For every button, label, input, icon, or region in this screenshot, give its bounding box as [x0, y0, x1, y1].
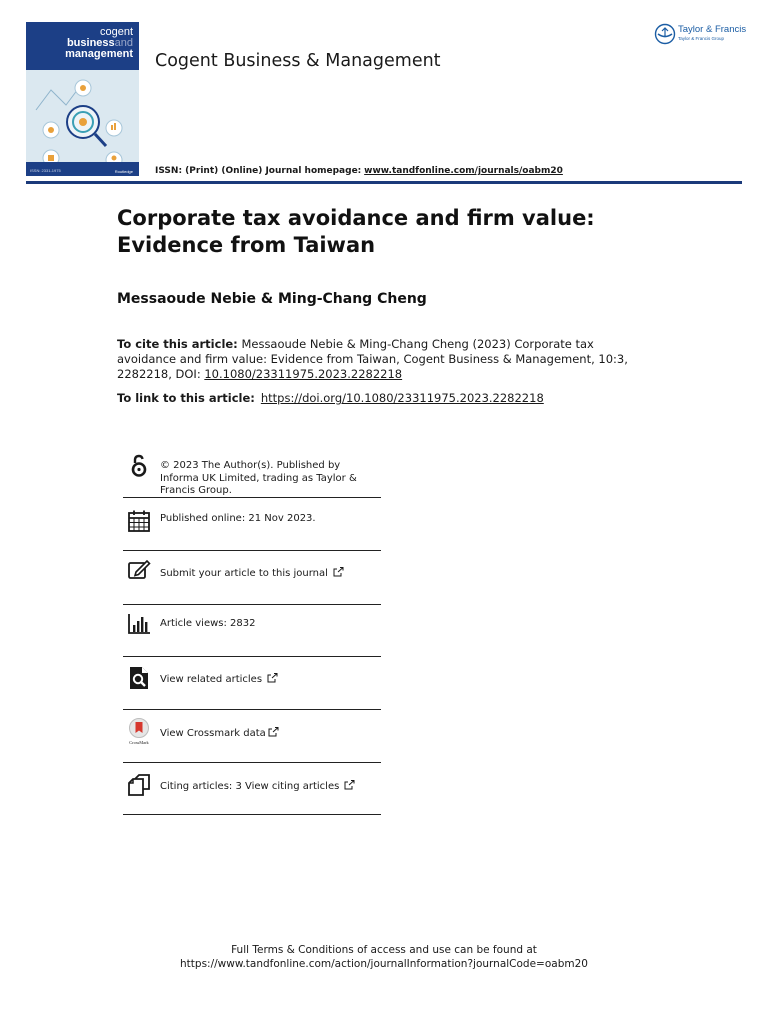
- citation-label: To cite this article:: [117, 337, 238, 351]
- journal-title: Cogent Business & Management: [155, 51, 441, 71]
- info-crossmark-text[interactable]: [160, 727, 382, 741]
- external-link-icon: [344, 780, 355, 790]
- cover-brand: cogent businessand management: [65, 26, 133, 60]
- bar-chart-icon: [127, 612, 151, 636]
- info-related-text[interactable]: [160, 673, 382, 687]
- info-related-label[interactable]: View related articles: [160, 674, 263, 685]
- citation-doi-link[interactable]: 10.1080/23311975.2023.2282218: [204, 367, 403, 381]
- header-rule: [26, 181, 742, 184]
- external-link-icon: [333, 567, 344, 577]
- info-citing-text[interactable]: [160, 780, 382, 794]
- calendar-icon: [127, 509, 151, 533]
- info-submit-text[interactable]: [160, 567, 382, 581]
- info-license-text: © 2023 The Author(s). Published by Informa UK Limited, trading as Taylor & Francis Group.: [160, 460, 357, 496]
- journal-homepage-link[interactable]: www.tandfonline.com/journals/oabm20: [364, 166, 563, 176]
- citing-articles-icon: [127, 773, 151, 797]
- issn-line: [155, 166, 563, 176]
- cover-brand-business: business: [66, 37, 115, 49]
- info-row-license: [123, 452, 381, 498]
- article-link-label: To link to this article:: [117, 391, 255, 405]
- terms-footer: [0, 943, 768, 971]
- info-row-published: [123, 499, 381, 551]
- submit-pencil-icon: [127, 558, 151, 582]
- cover-illustration: [26, 70, 139, 176]
- journal-cover: [26, 22, 139, 176]
- taylor-francis-emblem-icon: [654, 23, 676, 45]
- article-doi-link[interactable]: https://doi.org/10.1080/23311975.2023.2282218: [260, 391, 544, 405]
- cover-issn: ISSN: 2331-1975: [30, 168, 61, 173]
- info-row-citing[interactable]: [123, 764, 381, 815]
- cover-publisher-mark: Routledge: [114, 169, 133, 174]
- cover-brand-and: and: [114, 37, 133, 49]
- info-published-text: Published online: 21 Nov 2023.: [160, 513, 316, 524]
- citation-text: Messaoude Nebie & Ming-Chang Cheng (2023) Corporate tax avoidance and firm value: Evidence from Taiwan, Cogent Business & Management, 10:3, 2282218, DOI:: [117, 337, 628, 381]
- article-link-line: [117, 391, 544, 405]
- taylor-francis-name: Taylor & Francis: [678, 24, 747, 35]
- info-row-crossmark[interactable]: [123, 711, 381, 763]
- citation-block: [117, 337, 647, 382]
- terms-footer-link[interactable]: https://www.tandfonline.com/action/journalInformation?journalCode=oabm20: [180, 958, 588, 970]
- external-link-icon: [268, 727, 279, 737]
- article-title: Corporate tax avoidance and firm value: Evidence from Taiwan: [117, 206, 595, 257]
- info-submit-label[interactable]: Submit your article to this journal: [160, 568, 328, 579]
- crossmark-icon-label: CrossMark: [129, 740, 149, 745]
- article-authors: Messaoude Nebie & Ming-Chang Cheng: [117, 291, 427, 307]
- info-row-submit[interactable]: [123, 552, 381, 605]
- external-link-icon: [267, 673, 278, 683]
- info-row-related[interactable]: [123, 658, 381, 710]
- info-citing-label[interactable]: Citing articles: 3 View citing articles: [160, 781, 340, 792]
- crossmark-icon: [127, 718, 151, 746]
- taylor-francis-logo[interactable]: [654, 21, 746, 47]
- open-access-icon: [127, 454, 151, 478]
- terms-footer-line1: Full Terms & Conditions of access and use can be found at: [231, 944, 537, 956]
- info-views-text: Article views: 2832: [160, 618, 256, 629]
- issn-label: ISSN: (Print) (Online) Journal homepage:: [155, 166, 362, 176]
- info-row-views: [123, 606, 381, 657]
- taylor-francis-subtitle: Taylor & Francis Group: [678, 36, 725, 41]
- info-crossmark-label[interactable]: View Crossmark data: [160, 728, 266, 739]
- related-articles-icon: [127, 666, 151, 690]
